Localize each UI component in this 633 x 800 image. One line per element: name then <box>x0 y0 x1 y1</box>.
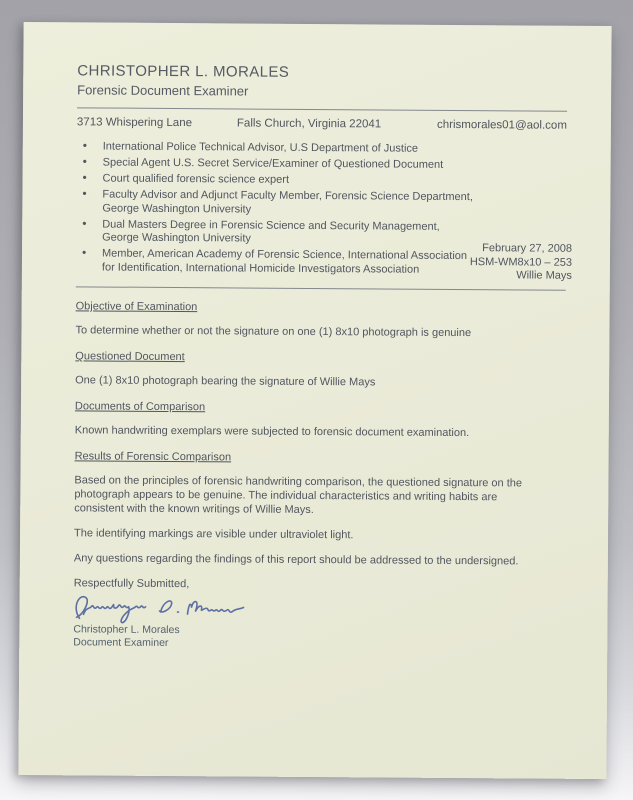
signature-ink <box>67 591 263 626</box>
section-heading-results: Results of Forensic Comparison <box>74 450 232 464</box>
section-heading-documents-of-comparison: Documents of Comparison <box>74 400 206 414</box>
signature-stroke-middle-initial <box>160 601 179 612</box>
section-paragraph: One (1) 8x10 photograph bearing the signature of Willie Mays <box>75 374 376 389</box>
section-paragraph: Known handwriting exemplars were subjected to forensic document examination. <box>74 424 470 440</box>
subject-name: Willie Mays <box>516 269 572 282</box>
signed-by-name: Christopher L. Morales <box>73 623 180 637</box>
section-paragraph: Any questions regarding the findings of this report should be addressed to the undersigned. <box>73 552 519 568</box>
signed-by-title: Document Examiner <box>73 635 169 649</box>
credentials-list <box>76 140 479 277</box>
examiner-title: Forensic Document Examiner <box>77 82 249 99</box>
report-date: February 27, 2008 <box>482 242 573 255</box>
section-divider <box>76 286 566 290</box>
signature-stroke-first-name <box>76 597 146 623</box>
reference-block <box>470 242 572 283</box>
letterhead-rule <box>77 107 567 111</box>
signature-block <box>73 623 563 651</box>
email-address: chrismorales01@aol.com <box>436 118 567 132</box>
credential-item: • Court qualified forensic science expert <box>76 172 478 188</box>
section-heading-questioned-document: Questioned Document <box>75 350 185 364</box>
contact-row <box>77 116 567 131</box>
signature-stroke-last-name <box>188 601 244 614</box>
letter-document <box>18 22 611 779</box>
section-heading-objective: Objective of Examination <box>75 300 198 314</box>
credential-item: • International Police Technical Advisor, U.S Department of Justice <box>77 140 479 156</box>
section-paragraph: To determine whether or not the signature on one (1) 8x10 photograph is genuine <box>75 324 472 340</box>
case-number: HSM-WM8x10 – 253 <box>469 255 573 269</box>
credential-item: • Member, American Academy of Forensic Science, International Association for Identification, International Homicide Investigators Association <box>76 247 478 277</box>
examiner-name: CHRISTOPHER L. MORALES <box>77 62 290 81</box>
section-paragraph: Based on the principles of forensic handwriting comparison, the questioned signature on the photograph appears to be genuine. The individual characteristics and writing habits are consistent with the known writings of Willie Mays. <box>74 474 523 516</box>
credential-item: • Faculty Advisor and Adjunct Faculty Member, Forensic Science Department, George Washington University <box>76 188 478 218</box>
closing-salutation: Respectfully Submitted, <box>73 577 190 591</box>
street-address: 3713 Whispering Lane <box>76 116 193 130</box>
credential-item: • Dual Masters Degree in Forensic Science and Security Management, George Washington University <box>76 218 478 248</box>
section-paragraph: The identifying markings are visible under ultraviolet light. <box>74 527 354 542</box>
city-state-zip: Falls Church, Virginia 22041 <box>236 117 382 131</box>
credential-item: • Special Agent U.S. Secret Service/Examiner of Questioned Document <box>77 156 479 172</box>
